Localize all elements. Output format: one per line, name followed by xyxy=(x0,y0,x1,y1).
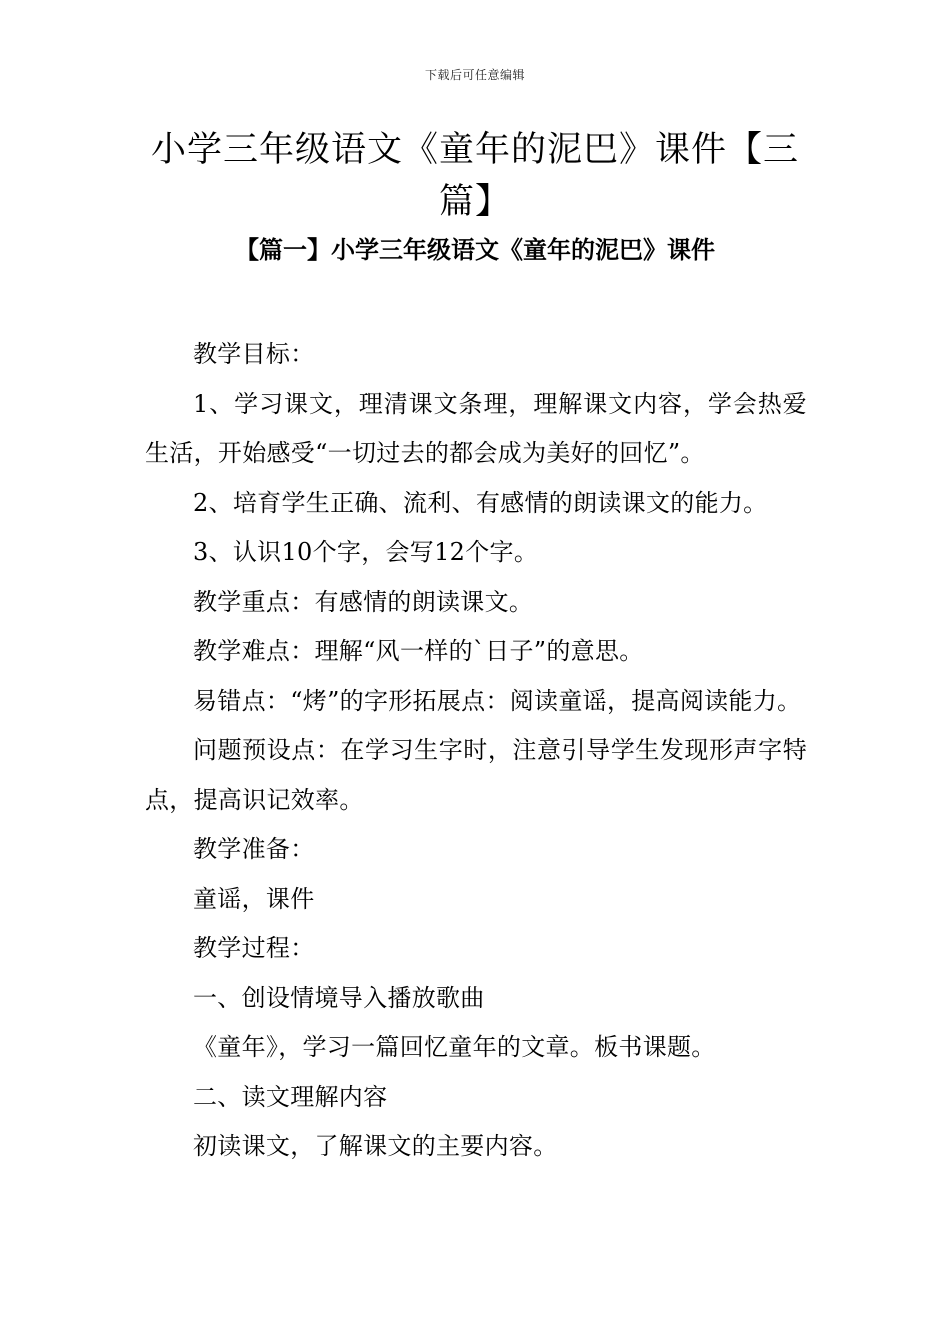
paragraph-preparation: 童谣，课件 xyxy=(193,884,315,913)
paragraph-process-heading: 教学过程： xyxy=(193,934,315,962)
paragraph-goal-2: 2、培育学生正确、流利、有感情的朗读课文的能力。 xyxy=(193,488,768,517)
paragraph-teaching-goals-heading: 教学目标： xyxy=(193,340,315,368)
paragraph-problem-preset: 问题预设点：在学习生字时，注意引导学生发现形声字特点，提高识记效率。 xyxy=(145,736,807,814)
paragraph-difficulty: 教学难点：理解“风一样的`日子”的意思。 xyxy=(193,637,644,665)
paragraph-key-point: 教学重点：有感情的朗读课文。 xyxy=(193,587,534,616)
paragraph-preparation-heading: 教学准备： xyxy=(193,835,315,863)
paragraph-step-1-detail: 《童年》，学习一篇回忆童年的文章。板书课题。 xyxy=(193,1033,716,1061)
paragraph-step-2-detail: 初读课文，了解课文的主要内容。 xyxy=(193,1132,558,1160)
paragraph-goal-1: 1、学习课文，理清课文条理，理解课文内容，学会热爱生活，开始感受“一切过去的都会成为美好的回忆”。 xyxy=(145,389,807,467)
paragraph-step-2: 二、读文理解内容 xyxy=(193,1082,388,1111)
paragraph-error-prone: 易错点：“烤”的字形拓展点：阅读童谣，提高阅读能力。 xyxy=(193,686,802,715)
section-subtitle: 【篇一】小学三年级语文《童年的泥巴》课件 xyxy=(235,235,715,264)
paragraph-goal-3: 3、认识10个字，会写12个字。 xyxy=(193,538,539,566)
paragraph-step-1: 一、创设情境导入播放歌曲 xyxy=(193,983,485,1012)
header-note: 下载后可任意编辑 xyxy=(424,68,525,82)
document-title: 小学三年级语文《童年的泥巴》课件【三篇】 xyxy=(150,130,799,222)
document-body xyxy=(145,330,807,1172)
